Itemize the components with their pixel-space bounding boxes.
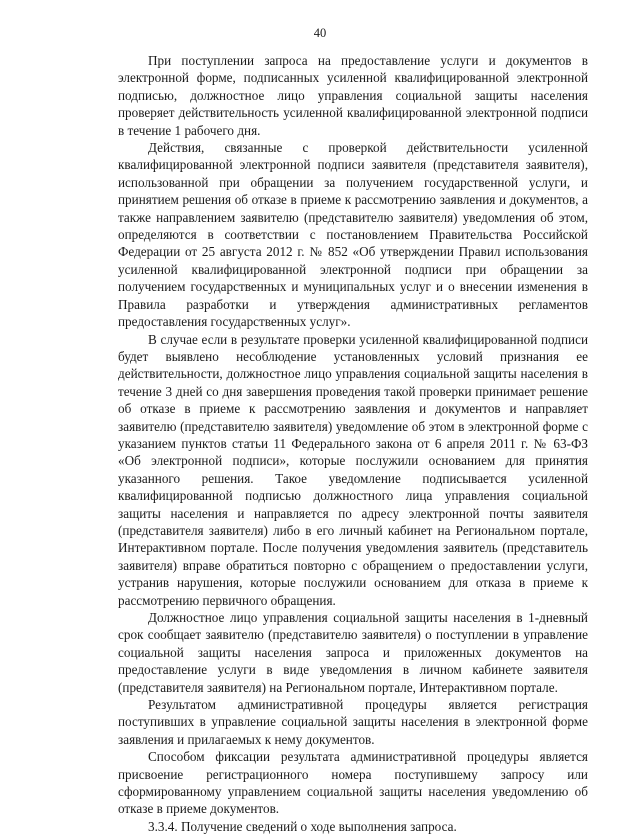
- paragraph-result: Результатом административной процедуры является регистрация поступивших в управление социальной защиты населения в электронной форме заявления и прилагаемых к нему документов.: [118, 697, 588, 747]
- paragraph-signature-check: При поступлении запроса на предоставление услуги и документов в электронной форме, подписанных усиленной квалифицированной электронной подписью, должностное лицо управления социальной защиты населения проверяет действительность усиленной квалифицированной электронной подписи в течение 1 рабочего дня.: [118, 53, 588, 138]
- paragraph-actions-regulation: Действия, связанные с проверкой действительности усиленной квалифицированной электронной подписи заявителя (представителя заявителя), использованной при обращении за получением государственной услуги, и принятием решения об отказе в приеме к рассмотрению заявления и документов, а также направлением заявителю (представителю заявителя) уведомления об этом, определяются в соответствии с постановлением Правительства Российской Федерации от 25 августа 2012 г. № 852 «Об утверждении Правил использования усиленной квалифицированной электронной подписи при обращении за получением государственных и муниципальных услуг и о внесении изменения в Правила разработки и утверждения административных регламентов предоставления государственных услуг».: [118, 140, 588, 330]
- paragraph-invalid-signature: В случае если в результате проверки усиленной квалифицированной подписи будет выявлено несоблюдение установленных условий признания ее действительности, должностное лицо управления социальной защиты населения в течение 3 дней со дня завершения проведения такой проверки принимает решение об отказе в приеме к рассмотрению заявления и документов и направляет заявителю (представителю заявителя) уведомление об этом в электронной форме с указанием пунктов статьи 11 Федерального закона от 6 апреля 2011 г. № 63-ФЗ «Об электронной подписи», которые послужили основанием для принятия указанного решения. Такое уведомление подписывается усиленной квалифицированной подписью должностного лица управления социальной защиты населения и направляется по адресу электронной почты заявителя (представителя заявителя) либо в его личный кабинет на Региональном портале, Интерактивном портале. После получения уведомления заявитель (представитель заявителя) вправе обратиться повторно с обращением о предоставлении услуги, устранив нарушения, которые послужили основанием для отказа в приеме к рассмотрению первичного обращения.: [118, 331, 588, 608]
- paragraph-notification: Должностное лицо управления социальной защиты населения в 1-дневный срок сообщает заявителю (представителю заявителя) о поступлении в управление социальной защиты населения запроса и приложенных документов на предоставление услуги в виде уведомления в личном кабинете заявителя (представителя заявителя) на Региональном портале, Интерактивном портале.: [118, 610, 588, 695]
- section-heading-3-3-4: 3.3.4. Получение сведений о ходе выполнения запроса.: [148, 818, 457, 834]
- page-number: 40: [313, 26, 327, 40]
- paragraph-fixation-method: Способом фиксации результата административной процедуры является присвоение регистрационного номера поступившему запросу или сформированному управлением социальной защиты населения уведомлению об отказе в приеме документов.: [118, 749, 588, 817]
- document-body: [118, 52, 588, 835]
